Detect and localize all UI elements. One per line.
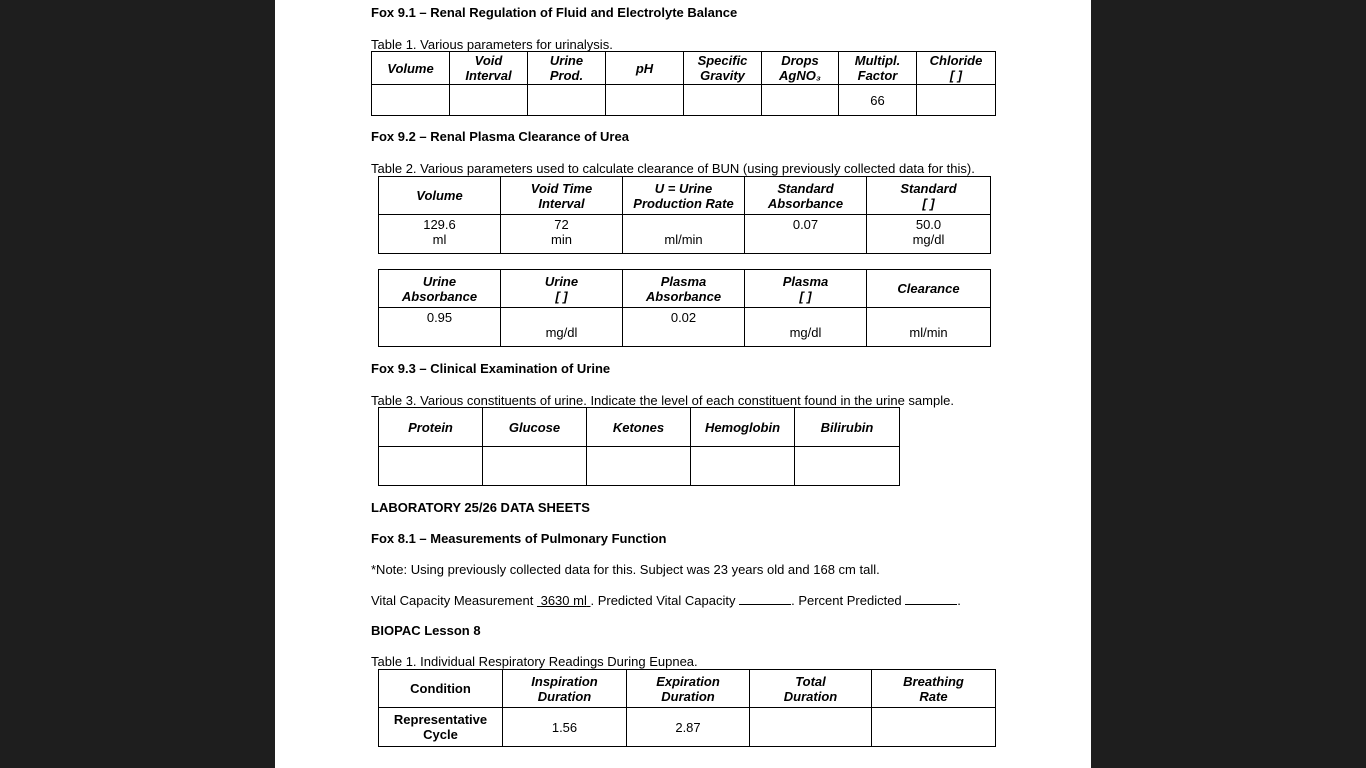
cell-plasma-absorbance: 0.02 (623, 308, 745, 347)
cell-standard-absorbance: 0.07 (745, 215, 867, 254)
table2-caption: Table 2. Various parameters used to calculate clearance of BUN (using previously collected data for this). (371, 161, 975, 176)
cell-plasma-concentration: mg/dl (745, 308, 867, 347)
vital-predicted-label: . Predicted Vital Capacity (590, 593, 736, 608)
header-condition: Condition (379, 670, 503, 708)
subject-note: *Note: Using previously collected data for this. Subject was 23 years old and 168 cm tall. (371, 562, 880, 577)
header-volume: Volume (372, 52, 450, 85)
header-volume: Volume (379, 177, 501, 215)
percent-predicted-blank (905, 593, 957, 605)
cell-breathing-rate (872, 708, 996, 747)
header-total-duration: Total Duration (750, 670, 872, 708)
vital-capacity-line (371, 593, 961, 608)
cell-clearance: ml/min (867, 308, 991, 347)
biopac-table-caption: Table 1. Individual Respiratory Readings During Eupnea. (371, 654, 698, 669)
header-glucose: Glucose (483, 408, 587, 447)
header-multipl-factor: Multipl. Factor (839, 52, 917, 85)
cell-void-interval (450, 85, 528, 116)
cell-urine-production-rate: ml/min (623, 215, 745, 254)
header-standard-absorbance: Standard Absorbance (745, 177, 867, 215)
cell-total-duration (750, 708, 872, 747)
cell-ph (606, 85, 684, 116)
cell-chloride (917, 85, 996, 116)
header-bilirubin: Bilirubin (795, 408, 900, 447)
header-urine-prod: Urine Prod. (528, 52, 606, 85)
bun-clearance-table-b (378, 269, 991, 347)
cell-inspiration-duration: 1.56 (503, 708, 627, 747)
cell-ketones (587, 447, 691, 486)
cell-urine-prod (528, 85, 606, 116)
table1-caption: Table 1. Various parameters for urinalysis. (371, 37, 613, 52)
urinalysis-table (371, 51, 996, 116)
cell-specific-gravity (684, 85, 762, 116)
cell-standard-concentration: 50.0 mg/dl (867, 215, 991, 254)
vital-measured-value: 3630 ml (540, 593, 587, 608)
header-protein: Protein (379, 408, 483, 447)
header-hemoglobin: Hemoglobin (691, 408, 795, 447)
fox92-heading: Fox 9.2 – Renal Plasma Clearance of Urea (371, 129, 629, 144)
cell-expiration-duration: 2.87 (627, 708, 750, 747)
header-inspiration-duration: Inspiration Duration (503, 670, 627, 708)
header-breathing-rate: Breathing Rate (872, 670, 996, 708)
urine-constituents-table (378, 407, 900, 486)
fox81-heading: Fox 8.1 – Measurements of Pulmonary Function (371, 531, 667, 546)
table3-caption: Table 3. Various constituents of urine. Indicate the level of each constituent found in the urine sample. (371, 393, 954, 408)
cell-protein (379, 447, 483, 486)
fox93-heading: Fox 9.3 – Clinical Examination of Urine (371, 361, 611, 376)
vital-percent-label: . Percent Predicted (791, 593, 902, 608)
vital-measured-label: Vital Capacity Measurement (371, 593, 534, 608)
header-ketones: Ketones (587, 408, 691, 447)
trailing-period: . (957, 593, 961, 608)
cell-void-time-interval: 72 min (501, 215, 623, 254)
header-specific-gravity: Specific Gravity (684, 52, 762, 85)
cell-condition: Representative Cycle (379, 708, 503, 747)
header-drops-agno3: Drops AgNO₃ (762, 52, 839, 85)
header-standard-concentration: Standard [ ] (867, 177, 991, 215)
header-urine-absorbance: Urine Absorbance (379, 270, 501, 308)
lab-data-sheets-heading: LABORATORY 25/26 DATA SHEETS (371, 500, 590, 515)
cell-drops-agno3 (762, 85, 839, 116)
header-void-time-interval: Void Time Interval (501, 177, 623, 215)
cell-hemoglobin (691, 447, 795, 486)
respiratory-readings-table (378, 669, 996, 747)
cell-glucose (483, 447, 587, 486)
header-urine-production-rate: U = Urine Production Rate (623, 177, 745, 215)
bun-clearance-table-a (378, 176, 991, 254)
header-void-interval: Void Interval (450, 52, 528, 85)
header-plasma-concentration: Plasma [ ] (745, 270, 867, 308)
header-urine-concentration: Urine [ ] (501, 270, 623, 308)
cell-urine-absorbance: 0.95 (379, 308, 501, 347)
predicted-vital-capacity-blank (739, 593, 791, 605)
fox91-heading: Fox 9.1 – Renal Regulation of Fluid and Electrolyte Balance (371, 5, 738, 20)
header-clearance: Clearance (867, 270, 991, 308)
biopac-heading: BIOPAC Lesson 8 (371, 623, 481, 638)
cell-urine-concentration: mg/dl (501, 308, 623, 347)
cell-bilirubin (795, 447, 900, 486)
header-plasma-absorbance: Plasma Absorbance (623, 270, 745, 308)
header-expiration-duration: Expiration Duration (627, 670, 750, 708)
header-ph: pH (606, 52, 684, 85)
cell-multipl-factor: 66 (839, 85, 917, 116)
header-chloride: Chloride [ ] (917, 52, 996, 85)
document-page (275, 0, 1091, 768)
cell-volume (372, 85, 450, 116)
cell-volume: 129.6 ml (379, 215, 501, 254)
